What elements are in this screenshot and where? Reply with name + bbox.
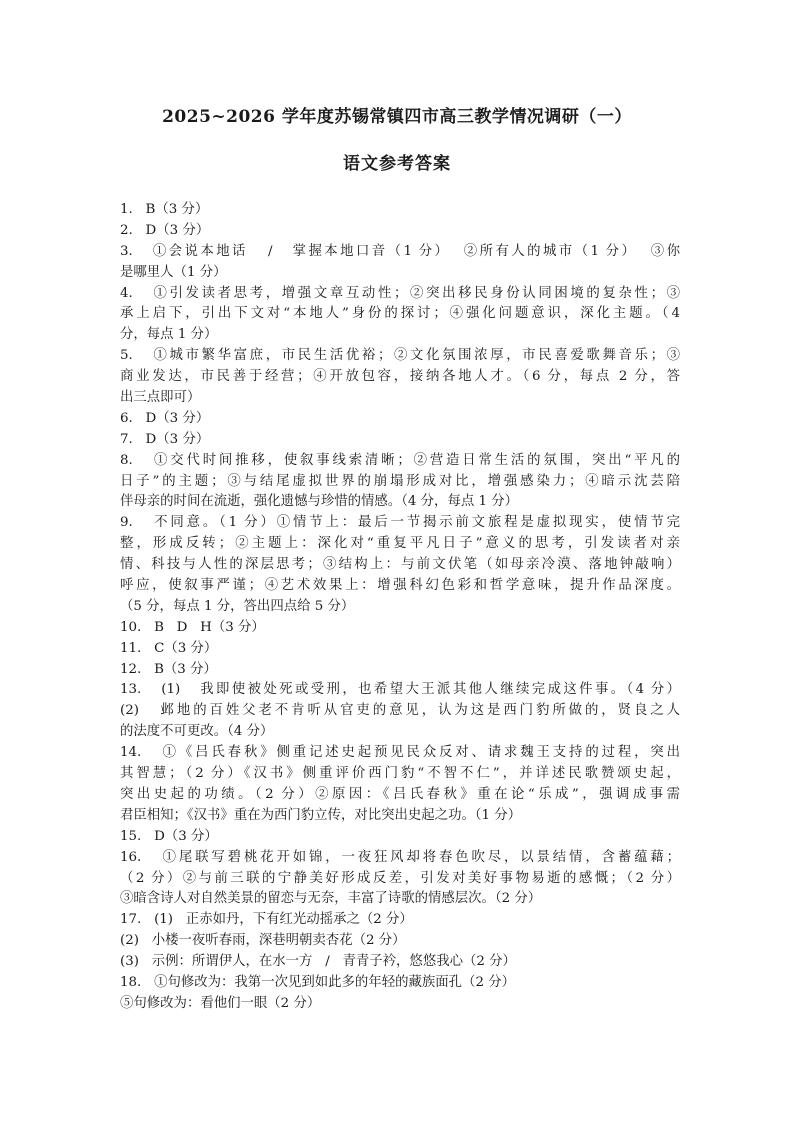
answer-line: 情、科技与人性的深层思考；③结构上：与前文伏笔（如母亲冷漠、落地钟敲响） xyxy=(120,557,680,573)
answer-line: 出三点即可） xyxy=(120,390,201,406)
answer-line: 10. B D H（3 分） xyxy=(120,619,265,635)
answer-line: (2) 邺地的百姓父老不肯听从官吏的意见，认为这是西门豹所做的，贤良之人 xyxy=(120,703,680,719)
answer-line: 18. ①句修改为：我第一次见到如此多的年轻的藏族面孔（2 分） xyxy=(120,974,515,990)
answer-line: 君臣相知；《汉书》重在为西门豹立传，对比突出史起之功。（1 分） xyxy=(120,807,522,823)
answer-line: 11. C（3 分） xyxy=(120,640,218,656)
answer-line: 日子”的主题；③与结尾虚拟世界的崩塌形成对比，增强感染力；④暗示沈芸陪 xyxy=(120,473,680,489)
answer-line: ⑤句修改为：看他们一眼（2 分） xyxy=(120,995,321,1011)
answer-line: 承上启下，引出下文对“本地人”身份的探讨；④强化问题意识，深化主题。（4 xyxy=(120,306,680,322)
answer-line: 17. (1) 正赤如丹，下有红光动摇承之（2 分） xyxy=(120,912,413,928)
answer-line: （2 分）②与前三联的宁静美好形成反差，引发对美好事物易逝的感慨；（2 分） xyxy=(120,870,680,886)
answer-line: 整，形成反转；②主题上：深化对“重复平凡日子”意义的思考，引发读者对亲 xyxy=(120,536,680,552)
answer-line: 9. 不同意。（1 分）①情节上：最后一节揭示前文旅程是虚拟现实，使情节完 xyxy=(120,515,680,531)
answer-list xyxy=(120,200,680,1015)
answer-line: ③暗含诗人对自然美景的留恋与无奈，丰富了诗歌的情感层次。（2 分） xyxy=(120,891,542,907)
answer-line: 突出史起的功绩。（2 分）②原因：《吕氏春秋》重在论“乐成”，强调成事需 xyxy=(120,786,680,802)
answer-line: 分，每点 1 分） xyxy=(120,327,218,343)
answer-line: 呼应，使叙事严谨；④艺术效果上：增强科幻色彩和哲学意味，提升作品深度。 xyxy=(120,578,680,594)
answer-line: (3) 示例：所谓伊人，在水一方 / 青青子衿，悠悠我心（2 分） xyxy=(120,954,516,970)
answer-line: （5 分，每点 1 分，答出四点给 5 分） xyxy=(120,598,355,614)
answer-line: 16. ①尾联写碧桃花开如锦，一夜狂风却将春色吹尽，以景结情，含蓄蕴藉； xyxy=(120,849,680,865)
document-subtitle: 语文参考答案 xyxy=(343,154,451,174)
answer-line: 1. B（3 分） xyxy=(120,202,209,217)
answer-line: 5. ①城市繁华富庶，市民生活优裕；②文化氛围浓厚，市民喜爱歌舞音乐；③ xyxy=(120,348,680,364)
answer-line: 12. B（3 分） xyxy=(120,661,217,677)
answer-line: 15. D（3 分） xyxy=(120,828,218,844)
answer-line: 商业发达，市民善于经营；④开放包容，接纳各地人才。（6 分，每点 2 分，答 xyxy=(120,369,680,385)
answer-line: 7. D（3 分） xyxy=(120,431,210,447)
answer-line: 6. D（3 分） xyxy=(120,410,210,426)
document-title: 2025~2026 学年度苏锡常镇四市高三教学情况调研（一） xyxy=(162,107,632,127)
answer-line: 其智慧；（2 分）《汉书》侧重评价西门豹“不智不仁”，并详述民歌赞颂史起， xyxy=(120,766,680,782)
answer-line: 的法度不可更改。（4 分） xyxy=(120,724,274,740)
answer-line: 8. ①交代时间推移，使叙事线索清晰；②营造日常生活的氛围，突出“平凡的 xyxy=(120,452,680,468)
answer-line: 3. ①会说本地话 / 掌握本地口音（1 分） ②所有人的城市（1 分） ③你 xyxy=(120,243,680,259)
answer-line: (2) 小楼一夜听春雨，深巷明朝卖杏花（2 分） xyxy=(120,933,406,949)
answer-line: 4. ①引发读者思考，增强文章互动性；②突出移民身份认同困境的复杂性；③ xyxy=(120,285,680,301)
answer-line: 2. D（3 分） xyxy=(120,222,210,238)
answer-line: 14. ①《吕氏春秋》侧重记述史起预见民众反对、请求魏王支持的过程，突出 xyxy=(120,745,680,761)
answer-line: 伴母亲的时间在流逝，强化遗憾与珍惜的情感。（4 分，每点 1 分） xyxy=(120,494,519,510)
answer-line: 13. (1) 我即使被处死或受刑，也希望大王派其他人继续完成这件事。（4 分） xyxy=(120,682,680,698)
answer-line: 是哪里人（1 分） xyxy=(120,264,227,280)
